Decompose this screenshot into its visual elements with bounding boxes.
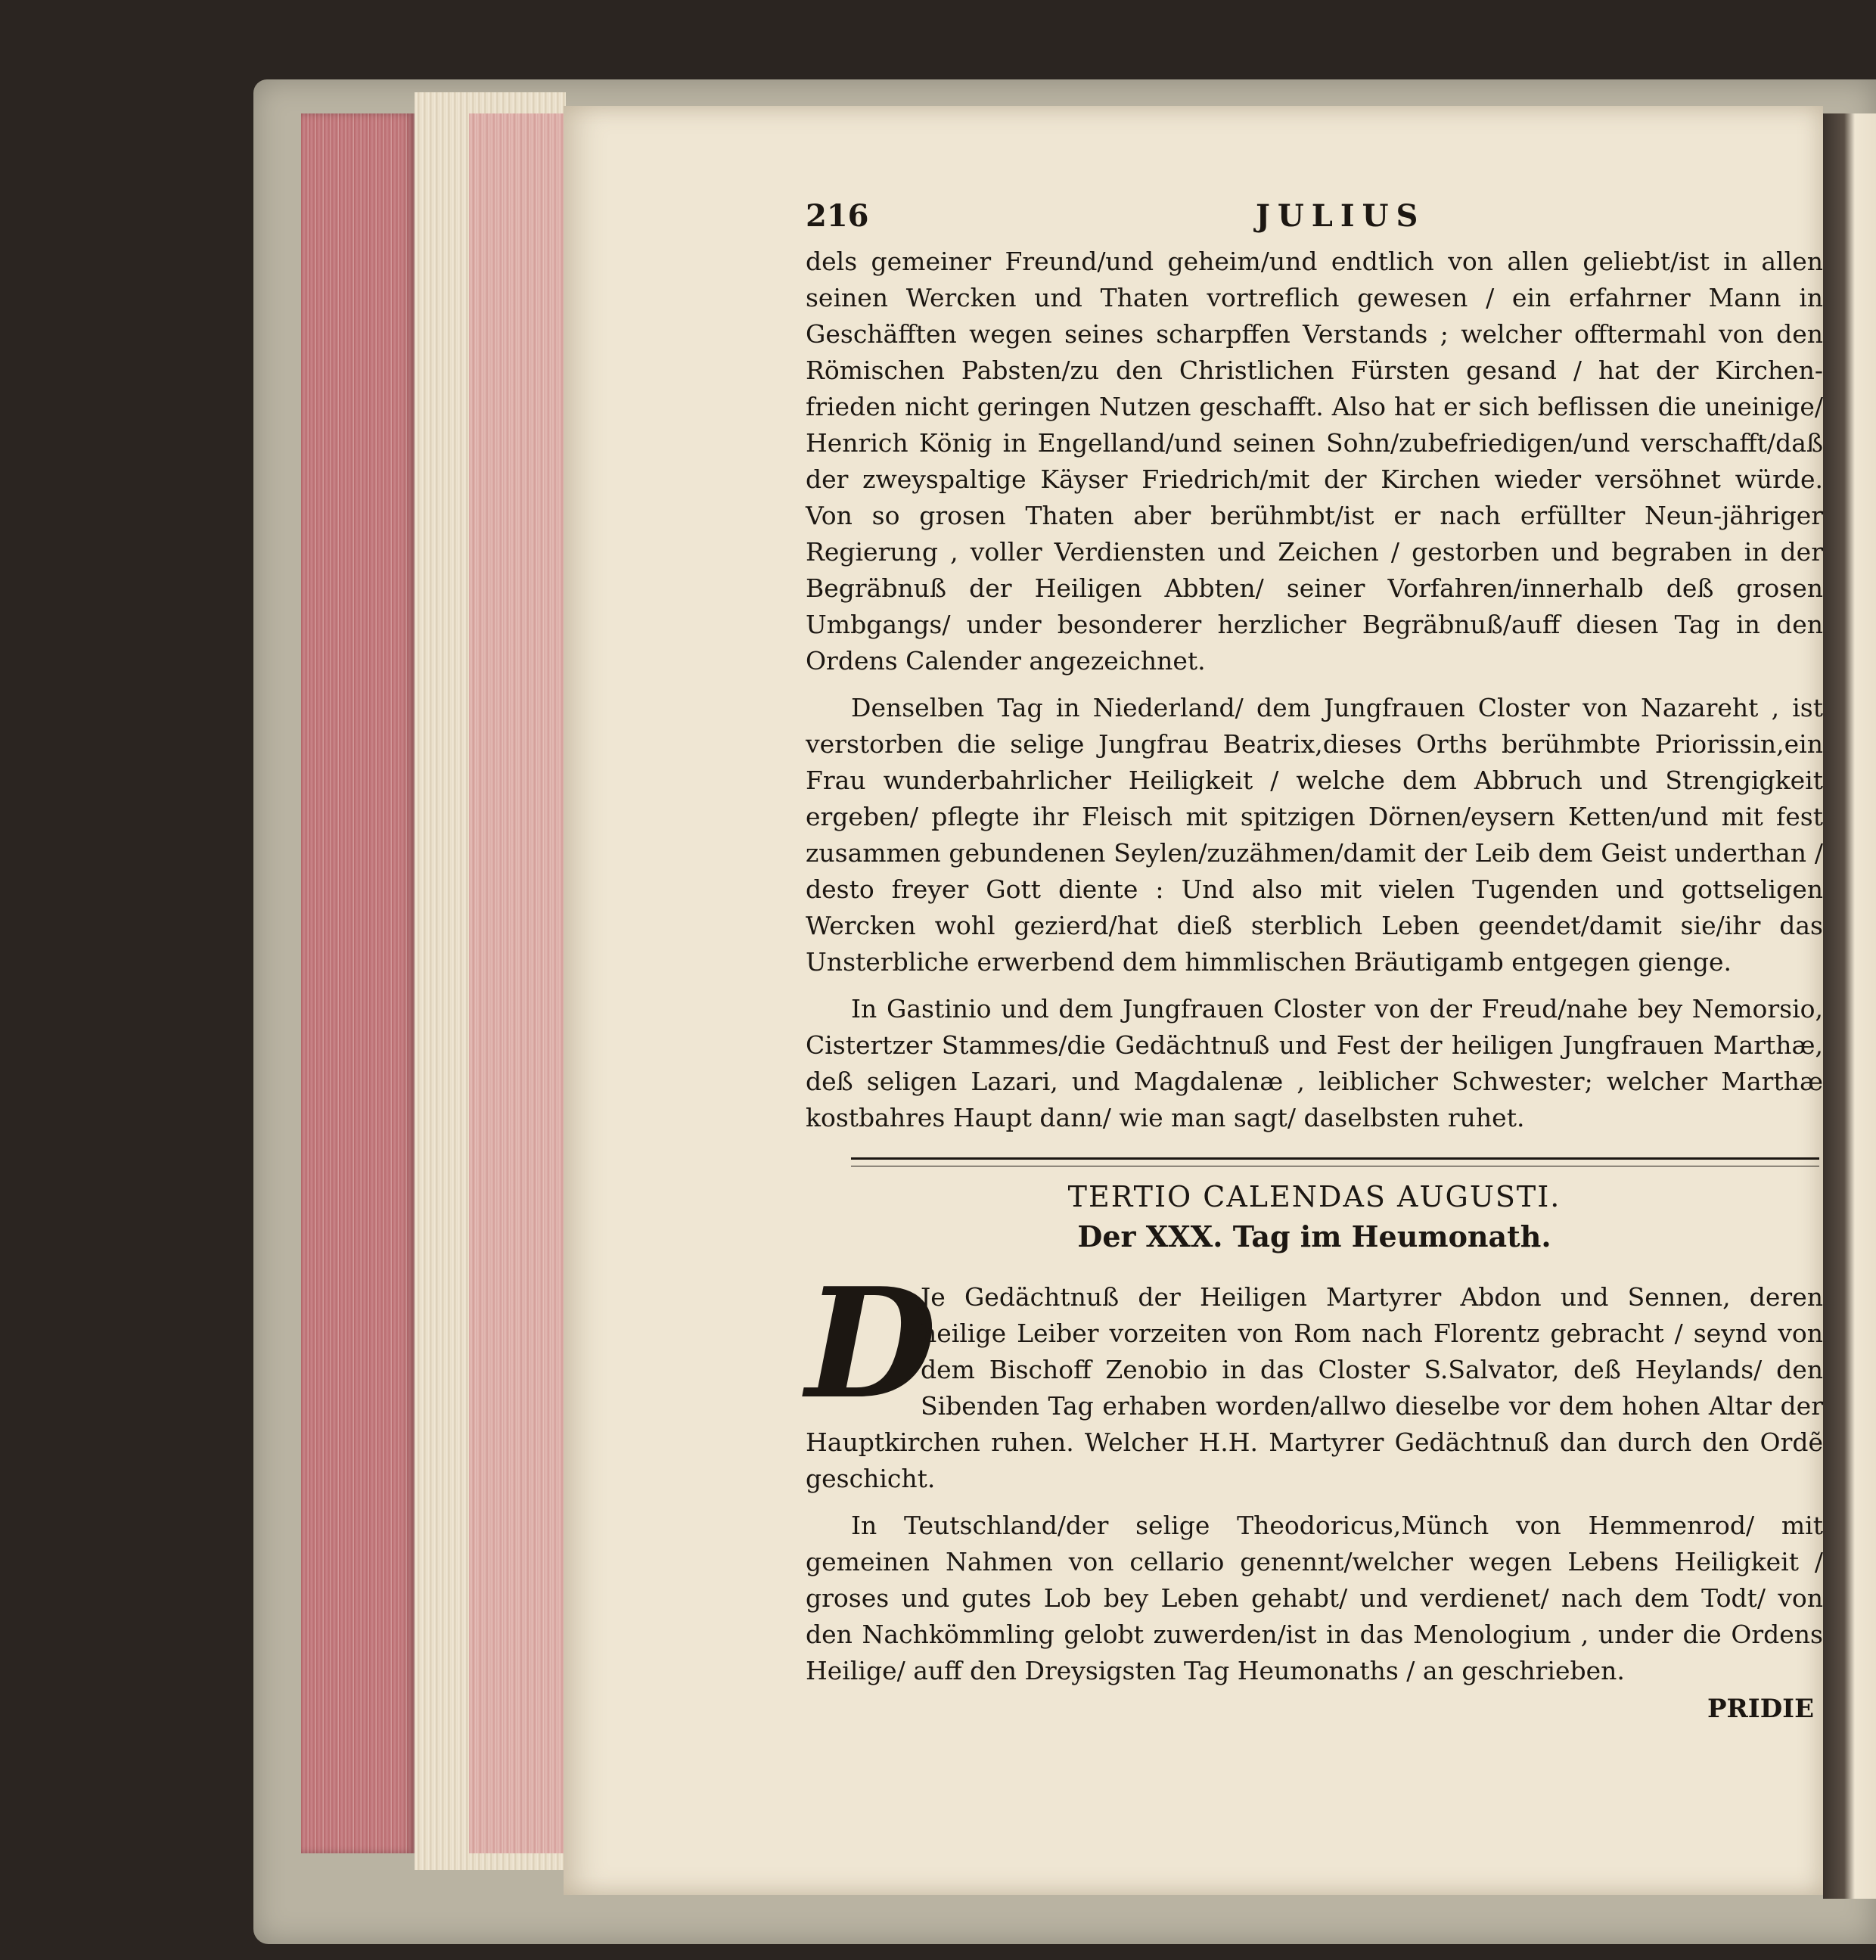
section-body (806, 1255, 1823, 1689)
paragraph-3: In Gastinio und dem Jungfrauen Closter von der Freud/nahe bey Nemorsio, Cistertzer Stammes/die Gedächtnuß und Fest der heiligen Jungfrauen Marthæ, deß seligen Lazari, und Magdalenæ , leiblicher Schwester; welcher Marthæ kostbahres Haupt dann/ wie man sagt/ daselbsten ruhet. (806, 994, 1823, 1132)
catchword: PRIDIE (1707, 1694, 1814, 1724)
dropcap-letter: D (806, 1255, 937, 1433)
section-subtitle: Der XXX. Tag im Heumonath. (1077, 1219, 1551, 1253)
running-title: JULIUS (1256, 198, 1426, 234)
section-paragraph-2: In Teutschland/der selige Theodoricus,Münch von Hemmenrod/ mit gemeinen Nahmen von cellario genennt/welcher wegen Lebens Heiligkeit / groses und gutes Lob bey Leben gehabt/ und verdienet/ nach dem Todt/ von den Nachkömmling gelobt zuwerden/ist in das Menologium , under die Ordens Heilige/ auff den Dreysigsten Tag Heumonaths / an geschrieben. (806, 1511, 1823, 1685)
paragraph-1: dels gemeiner Freund/und geheim/und endtlich von allen geliebt/ist in allen seinen Wercken und Thaten vortreflich gewesen / ein erfahrner Mann in Geschäfften wegen seines scharpffen Verstands ; welcher offtermahl von den Römischen Pabsten/zu den Christlichen Fürsten gesand / hat der Kirchen-frieden nicht geringen Nutzen geschafft. Also hat er sich beflissen die uneinige/ Henrich König in Engelland/und seinen Sohn/zubefriedigen/und verschafft/daß der zweyspaltige Käyser Friedrich/mit der Kirchen wieder versöhnet würde. Von so grosen Thaten aber berühmbt/ist er nach erfüllter Neun-jähriger Regierung , voller Verdiensten und Zeichen / gestorben und begraben in der Begräbnuß der Heiligen Abbten/ seiner Vorfahren/innerhalb deß grosen Umbgangs/ under besonderer herzlicher Begräbnuß/auff diesen Tag in den Ordens Calender angezeichnet. (806, 247, 1823, 676)
section-divider (851, 1157, 1819, 1166)
page-text-block (806, 198, 1823, 1724)
page-edges-pink (469, 113, 564, 1853)
section-paragraph-1: Je Gedächtnuß der Heiligen Martyrer Abdon und Sennen, deren heilige Leiber vorzeiten von Rom nach Florentz gebracht / seynd von dem Bischoff Zenobio in das Closter S.Salvator, deß Heylands/ den Sibenden Tag erhaben worden/allwo dieselbe vor dem hohen Altar der Hauptkirchen ruhen. Welcher H.H. Martyrer Gedächtnuß dan durch den Ordẽ geschicht. (806, 1282, 1823, 1493)
section-title: TERTIO CALENDAS AUGUSTI. (1067, 1180, 1561, 1213)
page-number: 216 (806, 198, 869, 234)
page-edges-red (301, 113, 415, 1853)
paragraph-2: Denselben Tag in Niederland/ dem Jungfrauen Closter von Nazareht , ist verstorben die selige Jungfrau Beatrix,dieses Orths berühmbte Priorissin,ein Frau wunderbahrlicher Heiligkeit / welche dem Abbruch und Strengigkeit ergeben/ pflegte ihr Fleisch mit spitzigen Dörnen/eysern Ketten/und mit fest zusammen gebundenen Seylen/zuzähmen/damit der Leib dem Geist underthan / desto freyer Gott diente : Und also mit vielen Tugenden und gottseligen Wercken wohl gezierd/hat dieß sterblich Leben geendet/damit sie/ihr das Unsterbliche erwerbend dem himmlischen Bräutigamb entgegen gienge. (806, 693, 1823, 977)
page-header (806, 198, 1823, 244)
next-page-edge (1823, 113, 1876, 1899)
